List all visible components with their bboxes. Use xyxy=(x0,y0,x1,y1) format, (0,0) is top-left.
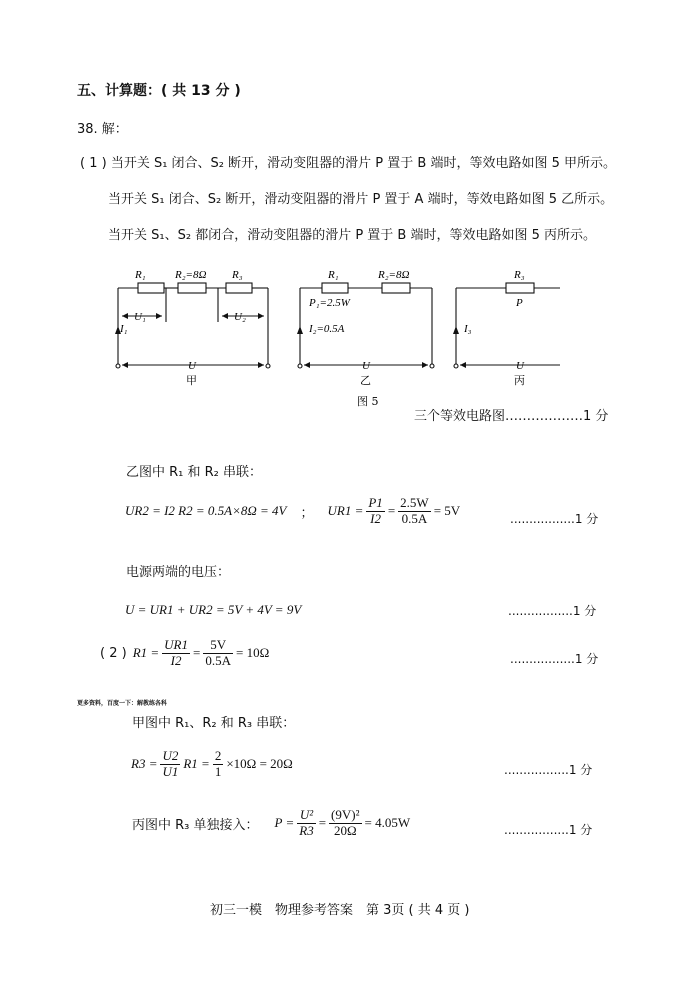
eq4-frac1 xyxy=(160,749,180,780)
eq3-den1: I2 xyxy=(170,652,182,668)
diagram-score: 三个等效电路图………………1 分 xyxy=(414,409,609,424)
circuit-figure xyxy=(100,262,560,412)
yi-series-heading: 乙图中 R₁ 和 R₂ 串联： xyxy=(126,465,263,480)
figure-caption: 图 5 xyxy=(357,395,379,408)
eq5-num1: U² xyxy=(297,808,315,824)
yi-name: 乙 xyxy=(360,374,371,387)
eq5-den1: R3 xyxy=(299,822,314,838)
eq5-frac2 xyxy=(329,808,361,839)
jia-name: 甲 xyxy=(186,374,197,387)
yi-r1-label: R₁ xyxy=(328,269,339,281)
watermark-text: 更多资料，百度一下：解教练各科 xyxy=(77,700,168,707)
eq4-den1: U1 xyxy=(162,763,179,779)
eq1-den1: I2 xyxy=(370,510,381,526)
bing-u-label: U xyxy=(516,360,524,372)
eq1-num1: P1 xyxy=(368,495,383,510)
problem-number: 38. 解： xyxy=(77,122,128,137)
equation-r3 xyxy=(131,749,293,780)
yi-i2-label: I₂=0.5A xyxy=(309,323,345,335)
eq1-score: .................1 分 xyxy=(510,512,599,526)
equation-power: 丙图中 R₃ 单独接入： P = $\frac{\text{U²}}{R3}$ = $\frac{\text{(9V)²}}{20\Omega}$ = 4.05W xyxy=(132,807,411,838)
eq3-lhs: R1 = xyxy=(132,645,160,661)
eq1-den2: 0.5A xyxy=(401,510,428,526)
part1-line2: 当开关 S₁ 闭合、S₂ 断开，滑动变阻器的滑片 P 置于 A 端时，等效电路如图 5 乙所示。 xyxy=(108,192,614,207)
eq1-result: = 5V xyxy=(433,503,461,519)
bing-p-label: P xyxy=(516,297,523,309)
eq4-result: ×10Ω = 20Ω xyxy=(226,756,293,772)
eq4-score: .................1 分 xyxy=(504,763,593,777)
eq4-num2: 2 xyxy=(214,748,222,763)
page-footer: 初三一模 物理参考答案 第 3页 ( 共 4 页 ) xyxy=(210,903,470,918)
part1-text1: 当开关 S₁ 闭合、S₂ 断开，滑动变阻器的滑片 P 置于 B 端时，等效电路如图 5 甲所示。 xyxy=(110,156,616,171)
eq3-prefix: ( 2 ) xyxy=(100,645,127,661)
section-heading: 五、计算题：( 共 13 分 ) xyxy=(77,83,241,99)
eq3-frac1 xyxy=(162,638,190,669)
yi-u-label: U xyxy=(362,360,370,372)
bing-i3-label: I₃ xyxy=(464,323,472,335)
jia-r3-label: R₃ xyxy=(232,269,243,281)
jia-u2-label: U₂ xyxy=(234,311,246,323)
eq4-num1: U2 xyxy=(162,748,179,763)
eq5-num2: (9V)² xyxy=(331,807,360,822)
eq1-frac2 xyxy=(398,496,431,527)
part1-prefix: ( 1 ) xyxy=(80,156,107,171)
eq4-lhs: R3 = xyxy=(131,756,158,772)
eq5-prefix: 丙图中 R₃ 单独接入： xyxy=(132,817,259,833)
eq5-result: = 4.05W xyxy=(364,815,411,831)
part1-line1 xyxy=(80,152,616,171)
eq3-num1: UR1 xyxy=(164,637,188,652)
equation-total-voltage: U = UR1 + UR2 = 5V + 4V = 9V xyxy=(125,602,302,617)
circuit-jia xyxy=(116,283,270,368)
eq5-frac1 xyxy=(297,808,315,839)
eq4-den2: 1 xyxy=(214,763,222,779)
jia-r1-label: R₁ xyxy=(135,269,146,281)
equation-r1: ( 2 ) R1 = $\frac{UR1}{I2}$ = $\frac{5V}{0.5A}$ = 10Ω xyxy=(100,637,270,668)
eq3-result: = 10Ω xyxy=(235,645,270,661)
jia-r2-label: R₂=8Ω xyxy=(175,269,207,281)
eq5-lhs: P = xyxy=(274,815,295,831)
eq3-num2: 5V xyxy=(203,638,233,654)
eq1-num2: 2.5W xyxy=(400,495,429,510)
jia-i-label: I₁ xyxy=(120,323,128,335)
eq4-mid: R1 = xyxy=(183,756,210,772)
jia-u1-label: U₁ xyxy=(134,311,146,323)
bing-r3-label: R₃ xyxy=(514,269,525,281)
eq2-score: .................1 分 xyxy=(508,604,597,618)
eq1-ur1: UR1 = xyxy=(327,503,364,519)
eq5-den2: 20Ω xyxy=(333,822,357,838)
part1-line3: 当开关 S₁、S₂ 都闭合，滑动变阻器的滑片 P 置于 B 端时，等效电路如图 5 丙所示。 xyxy=(108,228,597,243)
bing-name: 丙 xyxy=(514,374,525,387)
eq3-score: .................1 分 xyxy=(510,652,599,666)
eq3-den2: 0.5A xyxy=(205,652,231,668)
eq1-left: UR2 = I2 R2 = 0.5A×8Ω = 4V xyxy=(125,503,287,519)
eq4-frac2 xyxy=(213,749,224,780)
eq1-sep: ； xyxy=(300,504,314,520)
source-voltage-heading: 电源两端的电压： xyxy=(126,565,231,580)
yi-r2-label: R₂=8Ω xyxy=(378,269,410,281)
jia-series-heading: 甲图中 R₁、R₂ 和 R₃ 串联： xyxy=(132,716,296,731)
eq1-frac1 xyxy=(366,496,384,527)
jia-u-label: U xyxy=(188,360,196,372)
equation-ur: UR2 = I2 R2 = 0.5A×8Ω = 4V ； UR1 = $\frac{P1}{I2}$ = $\frac{2.5W}{0.5A}$ = 5V xyxy=(125,495,461,526)
eq5-score: .................1 分 xyxy=(504,823,593,837)
yi-p1-label: P₁=2.5W xyxy=(309,297,350,309)
eq3-frac2 xyxy=(203,638,233,669)
